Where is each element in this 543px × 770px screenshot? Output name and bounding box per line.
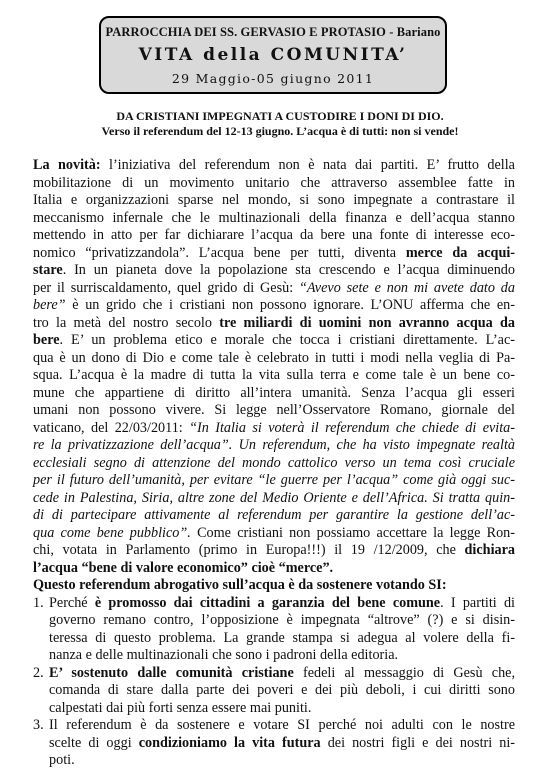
list-item-line: nanza e delle multinazionali che sono i padroni della editoria. bbox=[49, 647, 399, 663]
list-number: 3. bbox=[33, 717, 44, 733]
text-line: per il futuro dell’umanità, per evitare “le guerre per l’acqua” come già oggi suc- bbox=[33, 472, 515, 488]
list-item-line: teressa di questo problema. La grande stampa si adegua al volere della fi- bbox=[49, 629, 515, 646]
list-item: 2. E’ sostenuto dalle comunità cristiane fedeli al messaggio di Gesù che, bbox=[33, 664, 516, 681]
text-line: nomico “privatizzandola”. L’acqua bene per tutti, diventa merce da acqui- bbox=[33, 244, 515, 261]
text-line: umani non possono vivere. Si legge nell’Osservatore Romano, giornale del bbox=[33, 402, 515, 418]
newsletter-header bbox=[99, 16, 447, 94]
list-number: 2. bbox=[33, 664, 44, 681]
list-number: 1. bbox=[33, 594, 44, 611]
headline-line-2: Verso il referendum del 12-13 giugno. L’acqua è di tutti: non si vende! bbox=[101, 124, 459, 138]
issue-dates: 29 Maggio-05 giugno 2011 bbox=[171, 71, 375, 86]
text-line: mettendo in atto per far dichiarare l’acqua da bere una fonte di interesse eco- bbox=[33, 227, 515, 243]
text-line: La novità: l’iniziativa del referendum non è nata dai partiti. E’ frutto della bbox=[33, 157, 515, 173]
text-line: stare. In un pianeta dove la popolazione sta crescendo e l’acqua diminuendo bbox=[33, 262, 515, 278]
parish-name: PARROCCHIA DEI SS. GERVASIO E PROTASIO - Bariano bbox=[105, 25, 441, 39]
list-item-line: calpestati dai più forti senza essere mai puniti. bbox=[49, 699, 312, 716]
text-line: tro la metà del nostro secolo tre miliardi di uomini non avranno acqua da bbox=[33, 314, 515, 331]
text-line: cede in Palestina, Siria, altre zone del Medio Oriente e dell’Africa. Si tratta quin- bbox=[33, 489, 515, 506]
text-line: re la privatizzazione dell’acqua”. Un referendum, che ha visto impegnate realtà bbox=[33, 437, 515, 453]
text-line: vaticano, del 22/03/2011: “In Italia si voterà il referendum che chiede di evita- bbox=[33, 419, 515, 436]
text-line: chi, votata in Parlamento (primo in Europa!!!) il 19 /12/2009, che dichiara bbox=[33, 542, 515, 558]
text-line: squa. L’acqua è la madre di tutta la vita sulla terra e come tale è un bene co- bbox=[33, 367, 515, 383]
text-line: l’acqua “bene di valore economico” cioè “merce”. bbox=[33, 559, 334, 576]
text-line: Questo referendum abrogativo sull’acqua è da sostenere votando SI: bbox=[33, 577, 447, 593]
list-item-line: poti. bbox=[49, 752, 75, 768]
text-line: per il surriscaldamento, quel grido di Gesù: “Avevo sete e non mi avete dato da bbox=[33, 279, 515, 296]
list-item: 1. Perché è promosso dai cittadini a garanzia del bene comune. I partiti di bbox=[33, 594, 515, 611]
list-item-line: comanda di stare dalla parte dei poveri e dei più deboli, i cui diritti sono bbox=[49, 682, 515, 698]
text-line: bere” è un grido che i cristiani non possono ignorare. L’ONU afferma che en- bbox=[33, 297, 515, 313]
article-body bbox=[33, 157, 515, 770]
text-line: mobilitazione di un movimento unitario che attraverso assemblee fatte in bbox=[33, 174, 515, 191]
headline-line-1: DA CRISTIANI IMPEGNATI A CUSTODIRE I DONI DI DIO. bbox=[116, 109, 444, 123]
text-line: meccanismo infernale che le multinazionali della finanza e dell’acqua stanno bbox=[33, 209, 515, 226]
lead-in: La novità: bbox=[33, 157, 101, 173]
text-line: qua è un dono di Dio e come tale è celebrato in tutti i modi nella veglia di Pa- bbox=[33, 349, 515, 366]
list-item-line: governo remano contro, l’opposizione è impegnata “altrove” (?) e si disin- bbox=[49, 612, 515, 628]
list-item: 3. Il referendum è da sostenere e votare SI perché noi adulti con le nostre bbox=[33, 717, 515, 733]
text-line: qua come bene pubblico”. Come cristiani non possiamo accettare la legge Ron- bbox=[33, 524, 515, 541]
text-line: Italia e organizzazioni sparse nel mondo, si sono impegnate a contrastare il bbox=[33, 192, 515, 208]
text-line: di di partecipare attivamente al referendum per garantire la gestione dell’ac- bbox=[33, 507, 515, 523]
text-line: mune che appartiene di diritto all’intera umanità. Senza l’acqua gli esseri bbox=[33, 384, 515, 401]
text-line: ecclesiali segno di attenzione del mondo cattolico verso un tema così cruciale bbox=[33, 454, 515, 471]
list-item-line: scelte di oggi condizioniamo la vita futura dei nostri figli e dei nostri ni- bbox=[49, 734, 516, 751]
text-line: bere. E’ un problema etico e morale che tocca i cristiani direttamente. L’ac- bbox=[33, 332, 515, 348]
article-headline bbox=[90, 109, 470, 139]
newsletter-title: VITA della COMUNITA’ bbox=[138, 45, 408, 65]
